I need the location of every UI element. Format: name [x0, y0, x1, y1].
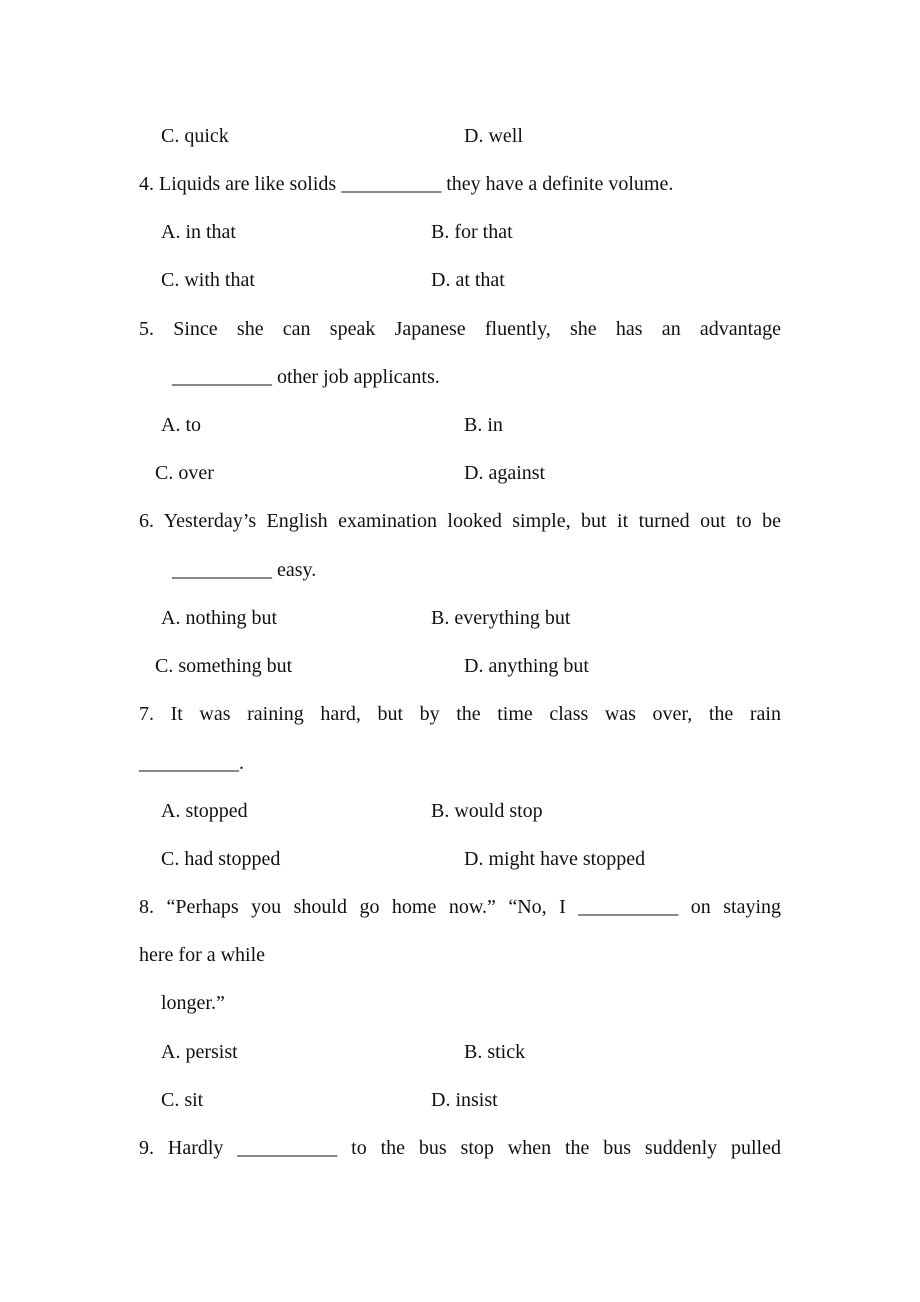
option-d-well: D. well — [464, 125, 523, 147]
question-9-stem: 9. Hardly __________ to the bus stop when the bus suddenly pulled — [139, 1137, 781, 1159]
option-c-quick: C. quick — [161, 125, 229, 147]
question-5-option-a: A. to — [161, 414, 201, 436]
question-5-continuation: __________ other job applicants. — [172, 366, 440, 388]
question-6-option-b: B. everything but — [431, 607, 571, 629]
question-4-option-b: B. for that — [431, 221, 513, 243]
question-8-option-a: A. persist — [161, 1041, 238, 1063]
question-4-stem: 4. Liquids are like solids __________ they have a definite volume. — [139, 173, 674, 195]
question-5-option-d: D. against — [464, 462, 546, 484]
question-7-option-d: D. might have stopped — [464, 848, 646, 870]
question-6-stem: 6. Yesterday’s English examination looked simple, but it turned out to be — [139, 510, 781, 532]
question-8-option-c: C. sit — [161, 1089, 204, 1111]
question-8-option-d: D. insist — [431, 1089, 498, 1111]
question-4-option-d: D. at that — [431, 269, 505, 291]
question-6-option-d: D. anything but — [464, 655, 589, 677]
question-7-option-b: B. would stop — [431, 800, 543, 822]
question-4-option-c: C. with that — [161, 269, 255, 291]
question-8-continuation-2: longer.” — [161, 992, 225, 1014]
question-7-continuation: __________. — [139, 752, 244, 774]
question-5-option-b: B. in — [464, 414, 503, 436]
question-8-continuation: here for a while — [139, 944, 266, 966]
question-8-option-b: B. stick — [464, 1041, 526, 1063]
question-5-option-c: C. over — [155, 462, 214, 484]
question-7-stem: 7. It was raining hard, but by the time class was over, the rain — [139, 703, 781, 725]
question-6-option-c: C. something but — [155, 655, 293, 677]
question-6-option-a: A. nothing but — [161, 607, 278, 629]
question-5-stem: 5. Since she can speak Japanese fluently, she has an advantage — [139, 318, 781, 340]
question-7-option-a: A. stopped — [161, 800, 248, 822]
question-6-continuation: __________ easy. — [172, 559, 317, 581]
question-8-stem: 8. “Perhaps you should go home now.” “No, I __________ on staying — [139, 896, 781, 918]
question-4-option-a: A. in that — [161, 221, 236, 243]
question-7-option-c: C. had stopped — [161, 848, 281, 870]
